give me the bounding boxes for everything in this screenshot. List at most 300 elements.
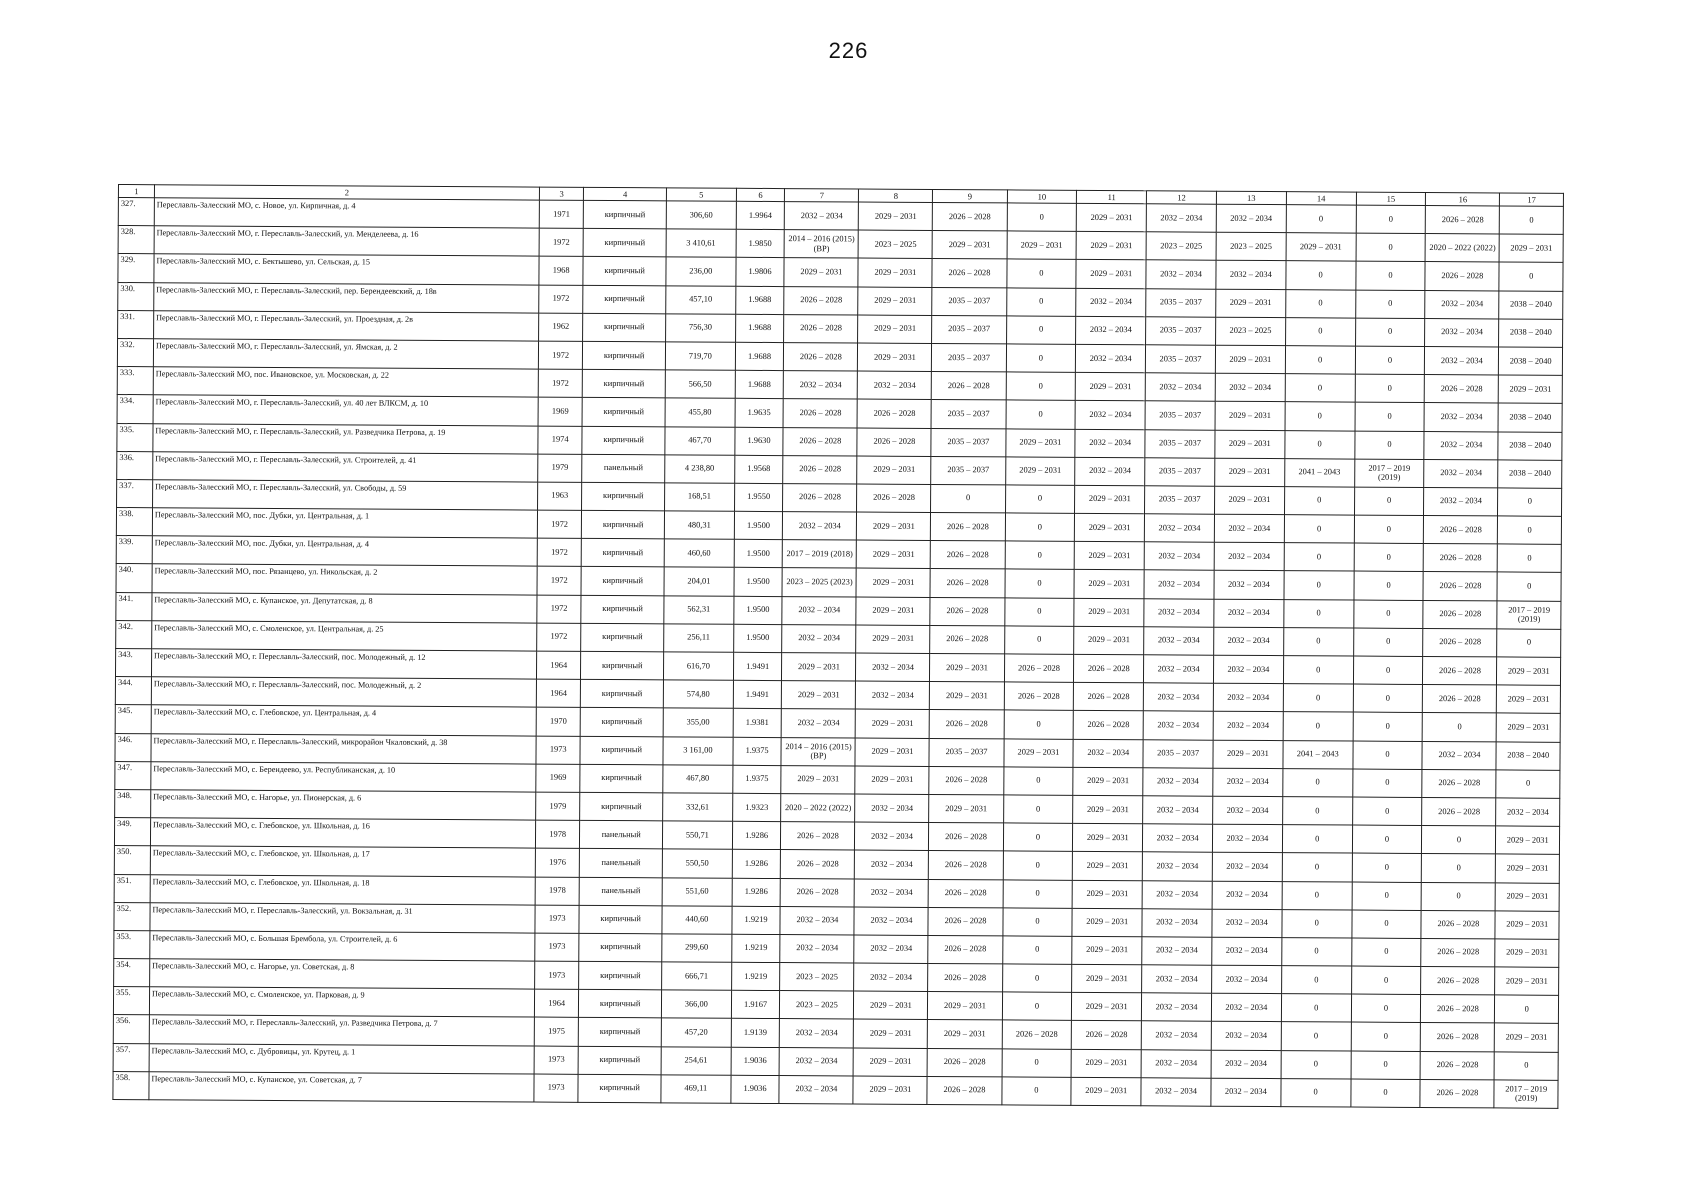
period-col-14-cell: 0 (1281, 994, 1351, 1023)
build-year-cell: 1969 (536, 764, 581, 792)
period-col-17-cell: 2038 – 2040 (1498, 431, 1562, 460)
period-col-10-cell: 0 (1006, 316, 1076, 345)
period-col-13-cell: 2032 – 2034 (1211, 993, 1281, 1022)
period-col-15-cell: 0 (1355, 318, 1425, 347)
period-col-12-cell: 2032 – 2034 (1142, 852, 1212, 881)
period-col-12-cell: 2032 – 2034 (1144, 514, 1214, 543)
period-col-11-cell: 2032 – 2034 (1076, 316, 1146, 345)
priority-index-cell: 1.9381 (733, 709, 782, 737)
row-number-cell: 327. (118, 198, 154, 226)
period-col-7-cell: 2023 – 2025 (780, 991, 854, 1020)
address-cell: Переславль-Залесский МО, с. Новое, ул. Кирпичная, д. 4 (154, 198, 539, 229)
period-col-7-cell: 2032 – 2034 (782, 709, 856, 738)
period-col-9-cell: 2026 – 2028 (929, 851, 1003, 880)
build-year-cell: 1973 (536, 736, 581, 764)
period-col-7-cell: 2029 – 2031 (781, 765, 855, 794)
period-col-15-cell: 0 (1354, 487, 1424, 516)
row-number-cell: 330. (118, 282, 154, 310)
address-cell: Переславль-Залесский МО, г. Переславль-Залесский, пер. Берендеевский, д. 18в (154, 282, 539, 313)
priority-index-cell: 1.9323 (732, 793, 781, 821)
period-col-15-cell: 0 (1352, 797, 1422, 826)
address-cell: Переславль-Залесский МО, с. Бектышево, ул. Сельская, д. 15 (154, 254, 539, 285)
address-cell: Переславль-Залесский МО, г. Переславль-Залесский, ул. Разведчика Петрова, д. 19 (153, 423, 538, 454)
address-cell: Переславль-Залесский МО, г. Переславль-Залесский, ул. Строителей, д. 41 (153, 451, 538, 482)
row-number-cell: 340. (116, 564, 152, 592)
period-col-15-cell: 0 (1354, 543, 1424, 572)
period-col-12-cell: 2032 – 2034 (1144, 542, 1214, 571)
row-number-cell: 344. (115, 677, 151, 705)
period-col-13-cell: 2032 – 2034 (1214, 599, 1284, 628)
period-col-17-cell: 2029 – 2031 (1499, 375, 1563, 404)
period-col-14-cell: 0 (1284, 487, 1354, 516)
period-col-12-cell: 2035 – 2037 (1145, 457, 1215, 486)
address-cell: Переславль-Залесский МО, г. Переславль-Залесский, ул. Проездная, д. 2в (154, 310, 539, 341)
period-col-7-cell: 2032 – 2034 (784, 371, 858, 400)
period-col-7-cell: 2017 – 2019 (2018) (783, 540, 857, 569)
period-col-7-cell: 2026 – 2028 (780, 878, 854, 907)
build-year-cell: 1972 (537, 595, 582, 623)
period-col-15-cell: 0 (1355, 402, 1425, 431)
period-col-11-cell: 2026 – 2028 (1074, 683, 1144, 712)
housing-register-table (112, 184, 1564, 1109)
period-col-12-cell: 2035 – 2037 (1146, 288, 1216, 317)
period-col-9-cell: 2026 – 2028 (929, 879, 1003, 908)
period-col-14-cell: 0 (1281, 966, 1351, 995)
column-header-13: 13 (1216, 191, 1286, 204)
priority-index-cell: 1.9491 (733, 680, 782, 708)
period-col-8-cell: 2029 – 2031 (856, 625, 930, 654)
period-col-9-cell: 2035 – 2037 (931, 456, 1005, 485)
period-col-8-cell: 2032 – 2034 (855, 794, 929, 823)
period-col-10-cell: 0 (1006, 287, 1076, 316)
wall-material-cell: кирпичный (579, 905, 662, 934)
period-col-10-cell: 0 (1001, 1077, 1071, 1106)
priority-index-cell: 1.9219 (731, 934, 780, 962)
period-col-9-cell: 2029 – 2031 (933, 231, 1007, 260)
address-cell: Переславль-Залесский МО, с. Глебовское, ул. Школьная, д. 17 (150, 846, 535, 877)
period-col-13-cell: 2032 – 2034 (1215, 373, 1285, 402)
row-number-cell: 338. (116, 508, 152, 536)
period-col-15-cell: 0 (1352, 769, 1422, 798)
period-col-16-cell: 2026 – 2028 (1423, 656, 1497, 685)
period-col-7-cell: 2032 – 2034 (783, 512, 857, 541)
period-col-11-cell: 2032 – 2034 (1075, 429, 1145, 458)
period-col-9-cell: 2026 – 2028 (930, 597, 1004, 626)
period-col-17-cell: 2029 – 2031 (1497, 685, 1561, 714)
priority-index-cell: 1.9964 (736, 201, 785, 229)
period-col-7-cell: 2023 – 2025 (2023) (782, 568, 856, 597)
row-number-cell: 358. (113, 1071, 149, 1099)
period-col-16-cell: 2026 – 2028 (1422, 797, 1496, 826)
period-col-10-cell: 0 (1006, 372, 1076, 401)
column-header-4: 4 (584, 187, 667, 201)
period-col-13-cell: 2029 – 2031 (1215, 458, 1285, 487)
wall-material-cell: панельный (582, 454, 665, 483)
area-cell: 551,60 (662, 877, 732, 906)
period-col-17-cell: 2038 – 2040 (1498, 460, 1562, 489)
period-col-16-cell: 2026 – 2028 (1421, 910, 1495, 939)
wall-material-cell: кирпичный (583, 341, 666, 370)
period-col-9-cell: 2026 – 2028 (928, 1048, 1002, 1077)
row-number-cell: 352. (114, 902, 150, 930)
row-number-cell: 341. (116, 592, 152, 620)
period-col-8-cell: 2032 – 2034 (856, 681, 930, 710)
period-col-14-cell: 0 (1284, 543, 1354, 572)
period-col-13-cell: 2029 – 2031 (1215, 430, 1285, 459)
period-col-17-cell: 2038 – 2040 (1499, 291, 1563, 320)
period-col-14-cell: 0 (1282, 853, 1352, 882)
area-cell: 254,61 (661, 1046, 731, 1075)
period-col-11-cell: 2032 – 2034 (1075, 457, 1145, 486)
period-col-11-cell: 2029 – 2031 (1073, 767, 1143, 796)
period-col-12-cell: 2032 – 2034 (1143, 711, 1213, 740)
period-col-17-cell: 0 (1500, 206, 1564, 235)
period-col-11-cell: 2029 – 2031 (1077, 203, 1147, 232)
wall-material-cell: кирпичный (581, 651, 664, 680)
column-header-7: 7 (785, 189, 859, 202)
period-col-10-cell: 0 (1004, 598, 1074, 627)
row-number-cell: 334. (117, 395, 153, 423)
column-header-2: 2 (154, 185, 539, 200)
period-col-8-cell: 2032 – 2034 (854, 963, 928, 992)
period-col-7-cell: 2014 – 2016 (2015) (ВР) (781, 737, 855, 766)
address-cell: Переславль-Залесский МО, с. Глебовское, ул. Центральная, д. 4 (151, 705, 536, 736)
column-header-14: 14 (1286, 192, 1356, 205)
period-col-10-cell: 0 (1003, 851, 1073, 880)
row-number-cell: 328. (118, 226, 154, 254)
period-col-16-cell: 2032 – 2034 (1424, 487, 1498, 516)
period-col-13-cell: 2029 – 2031 (1215, 345, 1285, 374)
period-col-17-cell: 2029 – 2031 (1496, 854, 1560, 883)
period-col-15-cell: 0 (1351, 1051, 1421, 1080)
period-col-11-cell: 2029 – 2031 (1074, 570, 1144, 599)
period-col-16-cell: 2026 – 2028 (1424, 516, 1498, 545)
period-col-10-cell: 2026 – 2028 (1004, 654, 1074, 683)
period-col-16-cell: 2026 – 2028 (1422, 769, 1496, 798)
area-cell: 355,00 (663, 708, 733, 737)
column-header-1: 1 (118, 185, 154, 198)
period-col-15-cell: 0 (1355, 290, 1425, 319)
wall-material-cell: кирпичный (582, 510, 665, 539)
period-col-10-cell: 2029 – 2031 (1005, 457, 1075, 486)
period-col-11-cell: 2029 – 2031 (1072, 908, 1142, 937)
address-cell: Переславль-Залесский МО, с. Смоленское, ул. Центральная, д. 25 (152, 621, 537, 652)
priority-index-cell: 1.9286 (732, 850, 781, 878)
period-col-17-cell: 0 (1497, 629, 1561, 658)
build-year-cell: 1972 (537, 567, 582, 595)
priority-index-cell: 1.9500 (734, 568, 783, 596)
area-cell: 457,10 (666, 285, 736, 314)
row-number-cell: 343. (115, 648, 151, 676)
period-col-17-cell: 2032 – 2034 (1496, 798, 1560, 827)
area-cell: 719,70 (665, 342, 735, 371)
period-col-17-cell: 2029 – 2031 (1496, 882, 1560, 911)
row-number-cell: 353. (114, 930, 150, 958)
priority-index-cell: 1.9219 (731, 962, 780, 990)
period-col-8-cell: 2029 – 2031 (859, 202, 933, 231)
period-col-12-cell: 2035 – 2037 (1145, 401, 1215, 430)
period-col-17-cell: 2038 – 2040 (1496, 741, 1560, 770)
period-col-7-cell: 2032 – 2034 (785, 202, 859, 231)
priority-index-cell: 1.9850 (736, 229, 785, 257)
column-header-6: 6 (736, 188, 785, 201)
period-col-9-cell: 2029 – 2031 (928, 992, 1002, 1021)
period-col-17-cell: 2029 – 2031 (1495, 911, 1559, 940)
wall-material-cell: кирпичный (581, 680, 664, 709)
column-header-17: 17 (1500, 193, 1564, 206)
period-col-13-cell: 2032 – 2034 (1214, 542, 1284, 571)
area-cell: 4 238,80 (665, 455, 735, 484)
period-col-14-cell: 0 (1281, 1078, 1351, 1107)
area-cell: 455,80 (665, 398, 735, 427)
area-cell: 204,01 (664, 567, 734, 596)
period-col-9-cell: 2026 – 2028 (929, 766, 1003, 795)
column-header-11: 11 (1077, 190, 1147, 203)
priority-index-cell: 1.9688 (735, 370, 784, 398)
period-col-9-cell: 2029 – 2031 (928, 1020, 1002, 1049)
period-col-10-cell: 0 (1002, 908, 1072, 937)
period-col-7-cell: 2020 – 2022 (2022) (781, 794, 855, 823)
period-col-11-cell: 2029 – 2031 (1076, 232, 1146, 261)
period-col-16-cell: 2026 – 2028 (1423, 628, 1497, 657)
period-col-9-cell: 2026 – 2028 (930, 710, 1004, 739)
period-col-13-cell: 2032 – 2034 (1212, 824, 1282, 853)
period-col-13-cell: 2032 – 2034 (1214, 571, 1284, 600)
period-col-12-cell: 2035 – 2037 (1143, 739, 1213, 768)
wall-material-cell: кирпичный (579, 961, 662, 990)
period-col-15-cell: 0 (1352, 910, 1422, 939)
build-year-cell: 1973 (534, 1046, 579, 1074)
period-col-14-cell: 0 (1281, 1050, 1351, 1079)
period-col-7-cell: 2023 – 2025 (780, 963, 854, 992)
wall-material-cell: кирпичный (579, 1018, 662, 1047)
period-col-10-cell: 0 (1003, 823, 1073, 852)
period-col-15-cell: 0 (1354, 515, 1424, 544)
period-col-15-cell: 0 (1351, 994, 1421, 1023)
build-year-cell: 1972 (537, 510, 582, 538)
priority-index-cell: 1.9500 (733, 624, 782, 652)
period-col-14-cell: 0 (1281, 1022, 1351, 1051)
address-cell: Переславль-Залесский МО, пос. Дубки, ул. Центральная, д. 1 (152, 508, 537, 539)
period-col-12-cell: 2032 – 2034 (1142, 908, 1212, 937)
row-number-cell: 332. (117, 338, 153, 366)
wall-material-cell: кирпичный (578, 1046, 661, 1075)
period-col-16-cell: 2026 – 2028 (1424, 544, 1498, 573)
period-col-14-cell: 0 (1283, 712, 1353, 741)
wall-material-cell: кирпичный (583, 257, 666, 286)
period-col-8-cell: 2032 – 2034 (854, 907, 928, 936)
build-year-cell: 1972 (539, 285, 584, 313)
row-number-cell: 335. (117, 423, 153, 451)
area-cell: 467,70 (665, 426, 735, 455)
period-col-15-cell: 0 (1354, 431, 1424, 460)
period-col-13-cell: 2032 – 2034 (1212, 909, 1282, 938)
period-col-8-cell: 2026 – 2028 (857, 428, 931, 457)
period-col-12-cell: 2032 – 2034 (1143, 824, 1213, 853)
period-col-9-cell: 2035 – 2037 (929, 738, 1003, 767)
period-col-11-cell: 2029 – 2031 (1072, 880, 1142, 909)
period-col-9-cell: 2026 – 2028 (931, 541, 1005, 570)
area-cell: 3 410,61 (666, 229, 736, 258)
build-year-cell: 1978 (535, 877, 580, 905)
build-year-cell: 1969 (538, 397, 583, 425)
period-col-17-cell: 2017 – 2019 (2019) (1494, 1080, 1558, 1109)
period-col-12-cell: 2032 – 2034 (1142, 965, 1212, 994)
column-header-10: 10 (1007, 190, 1077, 203)
period-col-12-cell: 2032 – 2034 (1143, 683, 1213, 712)
build-year-cell: 1978 (535, 820, 580, 848)
period-col-13-cell: 2029 – 2031 (1216, 289, 1286, 318)
wall-material-cell: панельный (580, 877, 663, 906)
wall-material-cell: кирпичный (578, 1074, 661, 1103)
period-col-13-cell: 2032 – 2034 (1211, 1022, 1281, 1051)
period-col-11-cell: 2032 – 2034 (1076, 288, 1146, 317)
period-col-8-cell: 2032 – 2034 (855, 850, 929, 879)
period-col-15-cell: 0 (1353, 656, 1423, 685)
period-col-13-cell: 2032 – 2034 (1213, 655, 1283, 684)
address-cell: Переславль-Залесский МО, г. Переславль-Залесский, ул. Менделеева, д. 16 (154, 226, 539, 257)
period-col-9-cell: 2026 – 2028 (928, 907, 1002, 936)
build-year-cell: 1973 (535, 933, 580, 961)
period-col-8-cell: 2029 – 2031 (856, 709, 930, 738)
address-cell: Переславль-Залесский МО, г. Переславль-Залесский, ул. Вокзальная, д. 31 (150, 902, 535, 933)
wall-material-cell: кирпичный (584, 200, 667, 229)
address-cell: Переславль-Залесский МО, пос. Дубки, ул. Центральная, д. 4 (152, 536, 537, 567)
row-number-cell: 346. (115, 733, 151, 761)
period-col-12-cell: 2032 – 2034 (1144, 627, 1214, 656)
priority-index-cell: 1.9286 (732, 878, 781, 906)
period-col-9-cell: 2026 – 2028 (931, 513, 1005, 542)
period-col-14-cell: 0 (1285, 430, 1355, 459)
period-col-8-cell: 2029 – 2031 (854, 1048, 928, 1077)
period-col-11-cell: 2029 – 2031 (1071, 1049, 1141, 1078)
period-col-17-cell: 2029 – 2031 (1496, 826, 1560, 855)
wall-material-cell: кирпичный (582, 482, 665, 511)
period-col-10-cell: 0 (1003, 879, 1073, 908)
priority-index-cell: 1.9806 (736, 258, 785, 286)
period-col-15-cell: 0 (1350, 1079, 1420, 1108)
address-cell: Переславль-Залесский МО, с. Берендеево, ул. Республиканская, д. 10 (151, 761, 536, 792)
period-col-13-cell: 2032 – 2034 (1214, 627, 1284, 656)
period-col-17-cell: 2038 – 2040 (1498, 403, 1562, 432)
period-col-12-cell: 2032 – 2034 (1141, 1078, 1211, 1107)
period-col-11-cell: 2029 – 2031 (1073, 852, 1143, 881)
period-col-10-cell: 0 (1002, 964, 1072, 993)
address-cell: Переславль-Залесский МО, г. Переславль-Залесский, пос. Молодежный, д. 2 (151, 677, 536, 708)
priority-index-cell: 1.9635 (735, 399, 784, 427)
period-col-10-cell: 0 (1003, 795, 1073, 824)
period-col-12-cell: 2032 – 2034 (1146, 260, 1216, 289)
period-col-14-cell: 0 (1282, 881, 1352, 910)
period-col-16-cell: 2032 – 2034 (1425, 318, 1499, 347)
period-col-10-cell: 2029 – 2031 (1003, 738, 1073, 767)
wall-material-cell: кирпичный (581, 567, 664, 596)
period-col-15-cell: 0 (1352, 882, 1422, 911)
period-col-12-cell: 2032 – 2034 (1141, 1021, 1211, 1050)
period-col-15-cell: 0 (1351, 938, 1421, 967)
period-col-15-cell: 0 (1353, 628, 1423, 657)
period-col-12-cell: 2032 – 2034 (1143, 768, 1213, 797)
column-header-16: 16 (1426, 192, 1500, 205)
period-col-12-cell: 2035 – 2037 (1145, 429, 1215, 458)
period-col-14-cell: 0 (1282, 909, 1352, 938)
build-year-cell: 1975 (534, 1017, 579, 1045)
address-cell: Переславль-Залесский МО, с. Глебовское, ул. Школьная, д. 18 (150, 874, 535, 905)
period-col-14-cell: 0 (1286, 261, 1356, 290)
address-cell: Переславль-Залесский МО, г. Переславль-Залесский, ул. Свободы, д. 59 (152, 480, 537, 511)
period-col-17-cell: 0 (1496, 770, 1560, 799)
period-col-7-cell: 2026 – 2028 (781, 850, 855, 879)
address-cell: Переславль-Залесский МО, с. Дубровицы, ул. Крутец, д. 1 (149, 1043, 534, 1074)
period-col-16-cell: 2026 – 2028 (1423, 600, 1497, 629)
build-year-cell: 1973 (535, 961, 580, 989)
address-cell: Переславль-Залесский МО, с. Глебовское, ул. Школьная, д. 16 (150, 818, 535, 849)
address-cell: Переславль-Залесский МО, г. Переславль-Залесский, ул. Ямская, д. 2 (153, 339, 538, 370)
period-col-16-cell: 2032 – 2034 (1424, 459, 1498, 488)
period-col-15-cell: 0 (1354, 571, 1424, 600)
period-col-14-cell: 0 (1285, 289, 1355, 318)
period-col-12-cell: 2032 – 2034 (1146, 204, 1216, 233)
row-number-cell: 348. (115, 789, 151, 817)
period-col-8-cell: 2029 – 2031 (857, 540, 931, 569)
period-col-15-cell: 0 (1353, 741, 1423, 770)
period-col-9-cell: 0 (931, 484, 1005, 513)
period-col-11-cell: 2029 – 2031 (1075, 513, 1145, 542)
period-col-9-cell: 2026 – 2028 (929, 823, 1003, 852)
period-col-14-cell: 0 (1283, 684, 1353, 713)
period-col-7-cell: 2014 – 2016 (2015) (ВР) (784, 230, 858, 259)
period-col-12-cell: 2032 – 2034 (1144, 655, 1214, 684)
period-col-9-cell: 2029 – 2031 (930, 682, 1004, 711)
area-cell: 3 161,00 (663, 736, 733, 765)
build-year-cell: 1972 (537, 623, 582, 651)
period-col-10-cell: 0 (1002, 936, 1072, 965)
period-col-11-cell: 2029 – 2031 (1075, 485, 1145, 514)
period-col-7-cell: 2026 – 2028 (783, 455, 857, 484)
wall-material-cell: панельный (580, 820, 663, 849)
period-col-11-cell: 2029 – 2031 (1071, 1077, 1141, 1106)
build-year-cell: 1970 (536, 707, 581, 735)
period-col-8-cell: 2029 – 2031 (855, 766, 929, 795)
row-number-cell: 329. (118, 254, 154, 282)
period-col-8-cell: 2026 – 2028 (857, 484, 931, 513)
period-col-11-cell: 2029 – 2031 (1073, 795, 1143, 824)
priority-index-cell: 1.9568 (734, 455, 783, 483)
period-col-10-cell: 0 (1004, 710, 1074, 739)
period-col-13-cell: 2032 – 2034 (1212, 853, 1282, 882)
area-cell: 566,50 (665, 370, 735, 399)
period-col-12-cell: 2032 – 2034 (1144, 570, 1214, 599)
row-number-cell: 351. (114, 874, 150, 902)
period-col-13-cell: 2032 – 2034 (1211, 1078, 1281, 1107)
period-col-13-cell: 2029 – 2031 (1215, 402, 1285, 431)
period-col-13-cell: 2032 – 2034 (1213, 712, 1283, 741)
priority-index-cell: 1.9688 (735, 342, 784, 370)
period-col-14-cell: 2041 – 2043 (1283, 740, 1353, 769)
period-col-7-cell: 2026 – 2028 (783, 483, 857, 512)
row-number-cell: 345. (115, 705, 151, 733)
period-col-13-cell: 2029 – 2031 (1214, 486, 1284, 515)
build-year-cell: 1963 (538, 482, 583, 510)
period-col-10-cell: 0 (1003, 767, 1073, 796)
period-col-16-cell: 2026 – 2028 (1421, 995, 1495, 1024)
period-col-16-cell: 2032 – 2034 (1424, 403, 1498, 432)
period-col-17-cell: 2038 – 2040 (1499, 319, 1563, 348)
period-col-9-cell: 2029 – 2031 (930, 653, 1004, 682)
period-col-12-cell: 2032 – 2034 (1142, 993, 1212, 1022)
period-col-8-cell: 2026 – 2028 (857, 399, 931, 428)
area-cell: 616,70 (663, 652, 733, 681)
